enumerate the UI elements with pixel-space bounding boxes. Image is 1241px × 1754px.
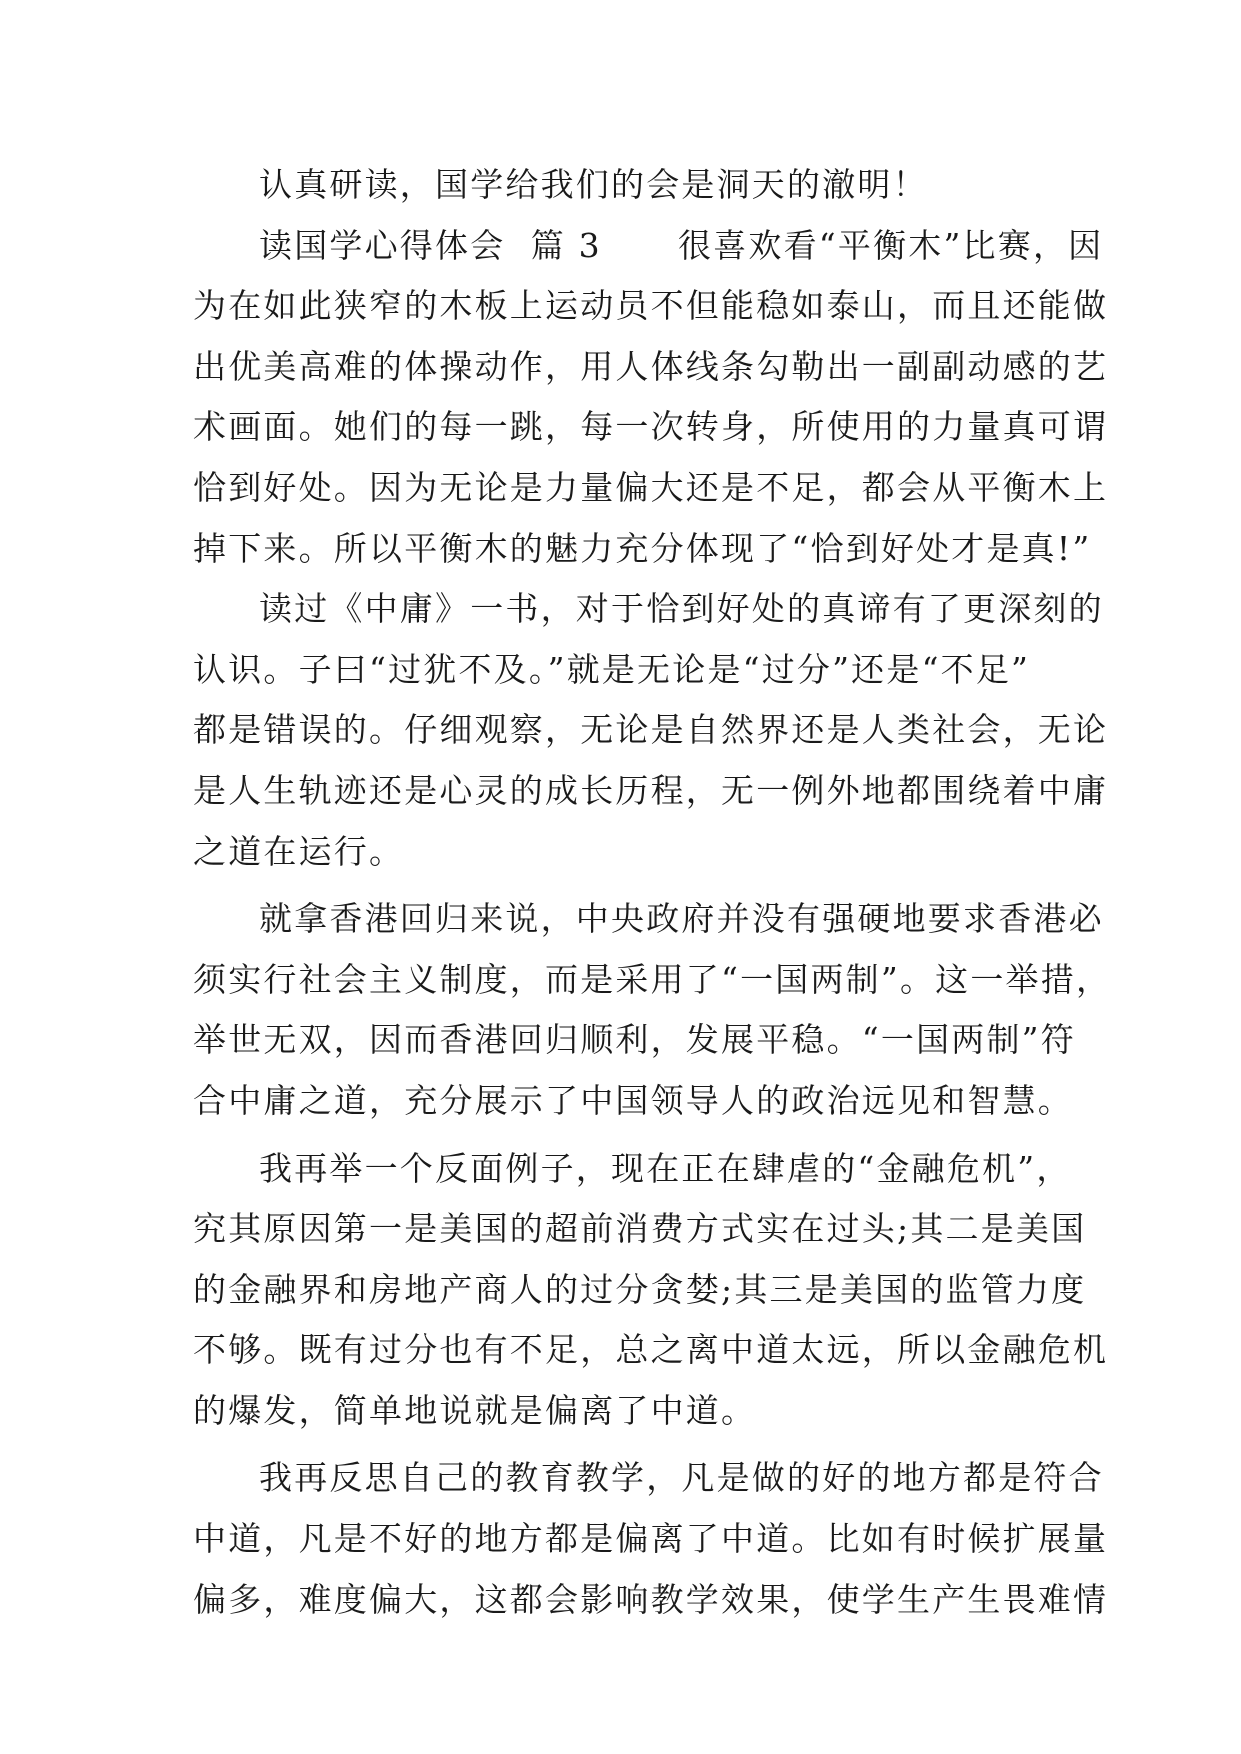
text-line: 认识。子曰“过犹不及。”就是无论是“过分”还是“不足” [193, 649, 1031, 689]
text-line: 不够。既有过分也有不足，总之离中道太远，所以金融危机 [193, 1330, 1109, 1370]
text-line: 认真研读，国学给我们的会是洞天的澈明！ [259, 165, 928, 204]
text-line: 偏多，难度偏大，这都会影响教学效果，使学生产生畏难情 [193, 1579, 1109, 1619]
text-line: 我再举一个反面例子，现在正在肆虐的“金融危机”， [259, 1148, 1072, 1188]
text-line: 出优美高难的体操动作，用人体线条勾勒出一副副动感的艺 [193, 346, 1109, 386]
section-heading-line: 读国学心得体会 篇 3 很喜欢看“平衡木”比赛，因 [259, 225, 1104, 265]
text-line: 的金融界和房地产商人的过分贪婪;其三是美国的监管力度 [193, 1269, 1087, 1309]
text-line: 掉下来。所以平衡木的魅力充分体现了“恰到好处才是真!” [193, 528, 1092, 568]
text-line: 举世无双，因而香港回归顺利，发展平稳。“一国两制”符 [193, 1020, 1076, 1060]
text-line: 我再反思自己的教育教学，凡是做的好的地方都是符合 [259, 1458, 1104, 1498]
text-line: 就拿香港回归来说，中央政府并没有强硬地要求香港必 [259, 899, 1104, 939]
text-line: 须实行社会主义制度，而是采用了“一国两制”。这一举措， [193, 959, 1112, 999]
text-line: 读过《中庸》一书，对于恰到好处的真谛有了更深刻的 [259, 589, 1104, 629]
text-line: 的爆发，简单地说就是偏离了中道。 [193, 1390, 757, 1430]
text-line: 是人生轨迹还是心灵的成长历程，无一例外地都围绕着中庸 [193, 770, 1109, 810]
text-line: 合中庸之道，充分展示了中国领导人的政治远见和智慧。 [193, 1080, 1073, 1120]
text-line: 恰到好处。因为无论是力量偏大还是不足，都会从平衡木上 [193, 467, 1109, 507]
text-line: 之道在运行。 [193, 831, 405, 871]
text-line: 为在如此狭窄的木板上运动员不但能稳如泰山，而且还能做 [193, 286, 1109, 326]
text-line: 都是错误的。仔细观察，无论是自然界还是人类社会，无论 [193, 710, 1109, 750]
text-line: 中道，凡是不好的地方都是偏离了中道。比如有时候扩展量 [193, 1519, 1109, 1559]
document-body [193, 155, 1112, 1630]
text-line: 术画面。她们的每一跳，每一次转身，所使用的力量真可谓 [193, 407, 1109, 447]
text-line: 究其原因第一是美国的超前消费方式实在过头;其二是美国 [193, 1209, 1087, 1249]
